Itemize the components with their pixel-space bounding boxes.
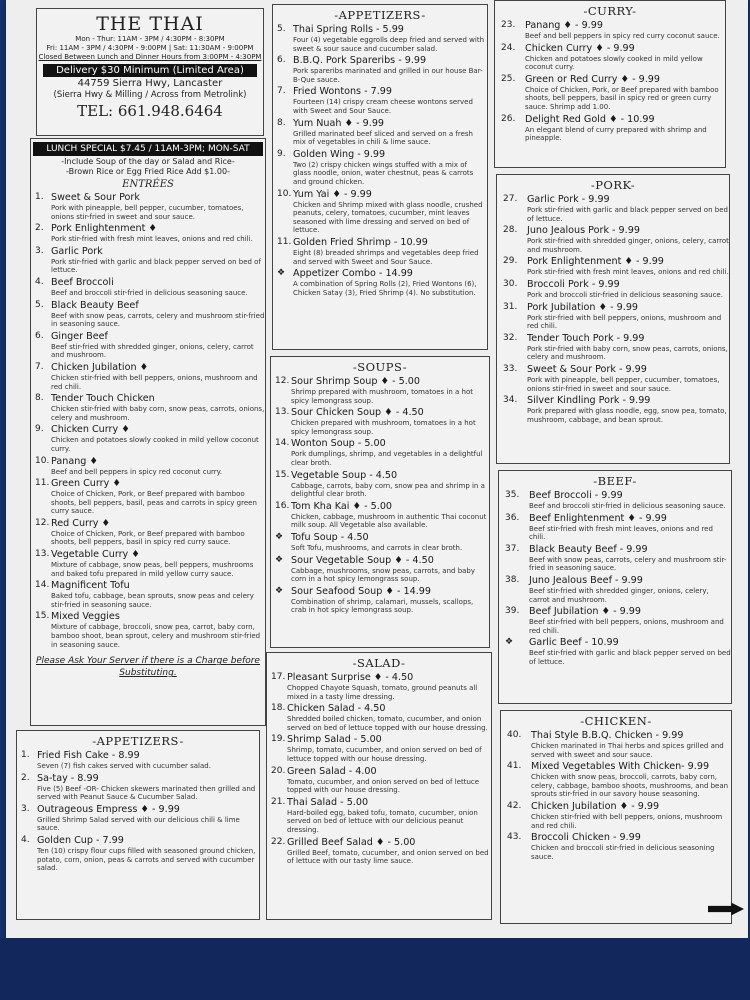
menu-item-description: Chicken, cabbage, mushroom in authentic Thai coconut milk soup. All Vegetable also available.: [291, 512, 487, 530]
menu-item-name: Green Curry ♦: [51, 478, 121, 490]
menu-item-number: 42.: [507, 800, 522, 811]
menu-item-description: Pork stir-fried with fresh mint leaves, onions and red chili.: [527, 268, 729, 277]
menu-item-description: A combination of Spring Rolls (2), Fried Wontons (6), Chicken Satay (3), Fried Shrimp (4). No substitution.: [293, 280, 477, 297]
menu-item: [17, 804, 259, 833]
menu-item: [17, 835, 259, 873]
menu-item-name: Silver Kindling Pork - 9.99: [527, 395, 651, 407]
menu-item-name: Pleasant Surprise ♦ - 4.50: [287, 672, 414, 683]
next-page-arrow-icon: [708, 902, 744, 916]
menu-item-number: 11.: [35, 478, 50, 489]
menu-item-number: 23.: [501, 20, 516, 30]
lunch-banner: LUNCH SPECIAL $7.45 / 11AM-3PM; MON-SAT: [33, 142, 263, 156]
menu-item-name: Mixed Veggies: [51, 611, 120, 623]
menu-item: [31, 393, 265, 422]
menu-item-name: Panang ♦ - 9.99: [525, 20, 603, 31]
menu-item-description: Chicken and Shrimp mixed with glass noodle, crushed peanuts, celery, tomatoes, cucumber, mint leaves seasoned with lime dressing and served on bed of lettuce.: [293, 200, 483, 235]
beef-list: [499, 490, 731, 667]
menu-item-number: 33.: [503, 363, 518, 374]
menu-item: [273, 149, 487, 187]
menu-item-description: Chicken and potatoes slowly cooked in mild yellow coconut curry.: [51, 436, 259, 453]
menu-item-name: Red Curry ♦: [51, 517, 111, 529]
menu-item: [495, 43, 725, 72]
menu-item-number: 15.: [35, 611, 50, 622]
menu-item: [271, 470, 489, 499]
menu-item: [267, 837, 491, 866]
menu-item-name: Fried Fish Cake - 8.99: [37, 750, 140, 761]
substitution-note: Please Ask Your Server if there is a Charge before Substituting.: [36, 656, 260, 679]
menu-item-name: Sweet & Sour Pork - 9.99: [527, 363, 647, 375]
menu-item: [271, 407, 489, 436]
menu-item-description: Ten (10) crispy flour cups filled with seasoned ground chicken, potato, corn, onion, peas & carrots and served with cucumber salad.: [37, 846, 256, 873]
menu-item-description: Five (5) Beef -OR- Chicken skewers marinated then grilled and served with Peanut Sauce & Cucumber Salad.: [37, 784, 256, 802]
menu-item-name: Golden Cup - 7.99: [37, 834, 124, 846]
menu-item-description: Beef and broccoli stir-fried in delicious seasoning sauce.: [529, 502, 726, 510]
menu-item-number: 14.: [275, 438, 290, 449]
menu-item-number: 6.: [35, 330, 44, 341]
menu-item-description: Beef with snow peas, carrots, celery and mushroom stir-fried in seasoning sauce.: [529, 555, 727, 573]
menu-item-name: Golden Fried Shrimp - 10.99: [293, 236, 428, 248]
menu-item-number: 28.: [503, 225, 518, 236]
menu-item: [17, 773, 259, 802]
menu-item: [31, 478, 265, 516]
menu-item-number: 41.: [507, 761, 522, 772]
menu-item: [501, 730, 731, 759]
menu-item-name: Sweet & Sour Pork: [51, 192, 140, 203]
menu-item-description: Two (2) crispy chicken wings stuffed with a mix of glass noodle, onion, water chestnut, peas & carrots and ground chicken.: [293, 160, 474, 186]
menu-item: [31, 192, 265, 221]
menu-item-description: Chicken and potatoes slowly cooked in mild yellow coconut curry.: [525, 54, 703, 72]
appetizers-title: -APPETIZERS-: [334, 8, 426, 22]
menu-item-name: B.B.Q. Pork Spareribs - 9.99: [293, 55, 427, 67]
menu-item-number: 5.: [35, 299, 44, 310]
menu-item: [497, 225, 729, 254]
menu-item-name: Sour Shrimp Soup ♦ - 5.00: [291, 376, 421, 387]
menu-item-number: 35.: [505, 490, 520, 500]
menu-item: [31, 424, 265, 453]
menu-item-number: 8.: [277, 117, 286, 128]
soups-list: [271, 376, 489, 615]
menu-item: [497, 194, 729, 223]
menu-item: [271, 586, 489, 615]
menu-item: [501, 801, 731, 830]
menu-item-description: Pork stir-fried with baby corn, snow peas, carrots, onions, celery and mushroom.: [527, 344, 728, 362]
menu-item: [31, 300, 265, 329]
lunch-note-rice: -Brown Rice or Egg Fried Rice Add $1.00-: [66, 167, 230, 176]
menu-item-number: 8.: [35, 393, 44, 404]
salad-section: [266, 652, 492, 920]
menu-item-description: Pork and broccoli stir-fried in delicious seasoning sauce.: [527, 290, 723, 299]
hours-closed: Closed Between Lunch and Dinner Hours from 3:00PM - 4:30PM: [38, 53, 262, 61]
appetizers-left-title: -APPETIZERS-: [92, 734, 184, 748]
menu-item-description: Baked tofu, cabbage, bean sprouts, snow peas and celery stir-fried in seasoning sauce.: [51, 592, 254, 609]
menu-item-description: Beef and broccoli stir-fried in delicious seasoning sauce.: [51, 288, 248, 297]
menu-item-description: Cabbage, mushrooms, snow peas, carrots, and baby corn in a hot spicy lemongrass soup.: [291, 566, 476, 584]
menu-item: [31, 331, 265, 360]
menu-item-description: Beef and bell peppers in spicy red coconut curry.: [51, 467, 223, 476]
chicken-list: [501, 730, 731, 861]
menu-item: [497, 395, 729, 424]
menu-item-name: Thai Spring Rolls - 5.99: [293, 24, 404, 35]
menu-item-name: Broccoli Pork - 9.99: [527, 278, 620, 290]
menu-item: [271, 555, 489, 584]
menu-item: [273, 55, 487, 84]
menu-item-number: 4.: [35, 276, 44, 287]
menu-item-number: 9.: [35, 424, 44, 435]
menu-item: [31, 549, 265, 578]
delivery-banner: Delivery $30 Minimum (Limited Area): [43, 64, 257, 77]
menu-item: [499, 544, 731, 573]
menu-item: [31, 611, 265, 649]
menu-item-name: Beef Enlightenment ♦ - 9.99: [529, 512, 667, 524]
menu-item-number: ❖: [275, 585, 284, 596]
menu-item-name: Vegetable Curry ♦: [51, 549, 140, 561]
menu-item-number: 31.: [503, 301, 518, 312]
menu-item-number: 18.: [271, 703, 286, 714]
menu-item: [31, 223, 265, 244]
menu-item-number: 2.: [21, 772, 30, 783]
menu-item-name: Yum Yai ♦ - 9.99: [293, 188, 372, 200]
menu-item-description: Pork stir-fried with fresh mint leaves, onions and red chili.: [51, 235, 253, 244]
menu-item-number: 37.: [505, 543, 520, 554]
menu-item-name: Black Beauty Beef - 9.99: [529, 543, 648, 555]
menu-item-description: Pork stir-fried with bell peppers, onions, mushroom and red chili.: [527, 313, 722, 331]
menu-item-name: Chicken Curry ♦: [51, 424, 130, 436]
menu-item-number: 22.: [271, 836, 286, 847]
menu-item-name: Beef Broccoli: [51, 276, 114, 288]
menu-item-name: Sour Seafood Soup ♦ - 14.99: [291, 585, 431, 597]
menu-item-number: 38.: [505, 574, 520, 585]
menu-item-number: 25.: [501, 73, 516, 84]
menu-item-number: 3.: [21, 803, 30, 814]
menu-item-description: Pork with pineapple, bell pepper, cucumber, tomatoes, onions stir-fried in sweet and sour sauce.: [51, 204, 244, 221]
menu-item-number: 17.: [271, 672, 286, 682]
curry-section: [494, 0, 726, 168]
menu-item-number: 29.: [503, 256, 518, 267]
menu-item-name: Green or Red Curry ♦ - 9.99: [525, 73, 660, 85]
menu-item-name: Sa-tay - 8.99: [37, 772, 99, 784]
menu-item: [267, 703, 491, 732]
menu-item-number: 2.: [35, 223, 44, 234]
menu-item: [495, 114, 725, 143]
menu-item-description: Beef stir-fried with fresh mint leaves, onions and red chili.: [529, 524, 713, 542]
menu-item-number: ❖: [277, 268, 286, 279]
menu-item-name: Outrageous Empress ♦ - 9.99: [37, 803, 180, 815]
menu-item-number: 4.: [21, 834, 30, 845]
menu-item-description: Beef and bell peppers in spicy red curry coconut sauce.: [525, 32, 720, 40]
menu-item-number: 13.: [35, 549, 50, 560]
appetizers-section: [272, 4, 488, 350]
menu-item-name: Juno Jealous Pork - 9.99: [527, 225, 640, 237]
menu-item-description: Beef stir-fried with bell peppers, onions, mushroom and red chili.: [529, 618, 724, 635]
hours-fri-sat: Fri: 11AM - 3PM / 4:30PM - 9:00PM | Sat: 11:30AM - 9:00PM: [46, 44, 254, 52]
menu-item-description: Pork dumplings, shrimp, and vegetables in a delightful clear broth.: [291, 450, 483, 467]
hours-weekday: Mon - Thur: 11AM - 3PM / 4:30PM - 8:30PM: [75, 35, 225, 43]
menu-item-name: Panang ♦: [51, 455, 99, 467]
directions: (Sierra Hwy & Milling / Across from Metrolink): [53, 90, 247, 100]
menu-item-description: Pork stir-fried with shredded ginger, onions, celery, carrot and mushroom.: [527, 237, 729, 254]
menu-item-name: Pork Jubilation ♦ - 9.99: [527, 301, 639, 313]
menu-item: [499, 513, 731, 542]
menu-item: [495, 20, 725, 41]
menu-item-name: Beef Broccoli - 9.99: [529, 490, 623, 501]
menu-item-name: Broccoli Chicken - 9.99: [531, 832, 641, 844]
menu-item-number: 16.: [275, 500, 290, 511]
menu-item-number: 10.: [277, 188, 292, 199]
menu-item-number: 26.: [501, 113, 516, 124]
menu-item-number: 13.: [275, 407, 290, 418]
menu-item-description: An elegant blend of curry prepared with shrimp and pineapple.: [525, 125, 707, 143]
salad-list: [267, 672, 491, 866]
menu-item-description: Shredded boiled chicken, tomato, cucumber, and onion served on bed of lettuce topped with our house dressing.: [287, 715, 488, 732]
lunch-special-section: [30, 138, 266, 726]
menu-item: [501, 832, 731, 861]
menu-item-number: 32.: [503, 332, 518, 343]
menu-item-name: Ginger Beef: [51, 330, 108, 342]
menu-item-number: 12.: [275, 376, 290, 386]
chicken-title: -CHICKEN-: [580, 714, 652, 728]
menu-item-description: Grilled Shrimp Salad served with our delicious chili & lime sauce.: [37, 815, 240, 833]
menu-item-name: Pork Enlightenment ♦ - 9.99: [527, 256, 664, 268]
menu-item-name: Magnificent Tofu: [51, 580, 130, 592]
menu-item-number: 21.: [271, 796, 286, 807]
menu-item-description: Cabbage, carrots, baby corn, snow pea and shrimp in a delightful clear broth.: [291, 481, 485, 499]
menu-item-name: Tender Touch Pork - 9.99: [527, 332, 645, 344]
menu-item: [267, 672, 491, 701]
menu-item-description: Chicken stir-fried with bell peppers, onions, mushroom and red chili.: [531, 812, 723, 830]
menu-item-description: Chicken and broccoli stir-fried in delicious seasoning sauce.: [531, 844, 715, 861]
menu-item-number: 6.: [277, 55, 286, 66]
menu-item-name: Golden Wing - 9.99: [293, 148, 386, 160]
pork-list: [497, 194, 729, 424]
menu-item: [31, 277, 265, 298]
menu-item-description: Choice of Chicken, Pork, or Beef prepared with bamboo shoots, bell peppers, basil in spicy red or green curry sauce. Shrimp add 1.00.: [525, 85, 719, 111]
menu-item-description: Chicken marinated in Thai herbs and spices grilled and served with sweet and sour sauce.: [531, 742, 724, 759]
menu-item-number: 7.: [277, 86, 286, 97]
menu-item-description: Mixture of cabbage, broccoli, snow pea, carrot, baby corn, bamboo shoot, bean sprout, celery and mushroom stir-fried in seasoning sauce.: [51, 623, 261, 649]
menu-item-name: Sour Vegetable Soup ♦ - 4.50: [291, 554, 434, 566]
entrees-title: ENTRÉES: [122, 179, 174, 190]
menu-item: [31, 246, 265, 275]
menu-item-number: ❖: [275, 554, 284, 565]
menu-item-name: Tofu Soup - 4.50: [291, 531, 369, 543]
menu-item-number: 30.: [503, 278, 518, 289]
menu-item: [271, 532, 489, 553]
menu-item: [31, 456, 265, 477]
menu-item-number: 34.: [503, 395, 518, 406]
menu-item-description: Shrimp prepared with mushroom, tomatoes in a hot spicy lemongrass soup.: [291, 388, 473, 405]
menu-item-description: Tomato, cucumber, and onion served on bed of lettuce topped with our house dressing.: [287, 777, 480, 795]
menu-item-description: Beef stir-fried with garlic and black pepper served on bed of lettuce.: [529, 649, 731, 666]
menu-item-name: Mixed Vegetables With Chicken- 9.99: [531, 761, 710, 773]
menu-item-name: Thai Style B.B.Q. Chicken - 9.99: [531, 730, 684, 741]
menu-item-name: Chicken Salad - 4.50: [287, 703, 386, 715]
menu-item-number: 27.: [503, 194, 518, 204]
menu-item-description: Soft Tofu, mushrooms, and carrots in clear broth.: [291, 543, 463, 552]
menu-item: [31, 362, 265, 391]
menu-item-description: Chicken stir-fried with baby corn, snow peas, carrots, onions, celery and mushroom.: [51, 405, 265, 422]
menu-item-name: Garlic Pork - 9.99: [527, 194, 610, 205]
menu-item: [499, 575, 731, 604]
menu-item: [273, 24, 487, 53]
restaurant-name: THE THAI: [96, 13, 204, 35]
menu-item: [273, 268, 487, 297]
menu-item: [499, 490, 731, 511]
menu-item-description: Beef stir-fried with shredded ginger, onions, celery, carrot and mushroom.: [51, 342, 254, 360]
appetizers-left-list: [17, 750, 259, 873]
menu-item: [273, 189, 487, 235]
menu-item-number: ❖: [505, 637, 514, 648]
phone-number: TEL: 661.948.6464: [77, 102, 223, 120]
menu-item-name: Chicken Jubilation ♦ - 9.99: [531, 800, 660, 812]
menu-item-name: Garlic Beef - 10.99: [529, 637, 619, 649]
menu-item-description: Combination of shrimp, calamari, mussels, scallops, crab in hot spicy lemongrass soup.: [291, 597, 474, 615]
menu-item: [499, 637, 731, 666]
menu-item-number: ❖: [275, 531, 284, 542]
menu-item-name: Pork Enlightenment ♦: [51, 223, 157, 235]
menu-item: [271, 438, 489, 467]
menu-item-name: Green Salad - 4.00: [287, 765, 377, 777]
menu-item: [497, 302, 729, 331]
menu-item-number: 1.: [35, 192, 44, 202]
menu-item-number: 12.: [35, 517, 50, 528]
curry-title: -CURRY-: [583, 4, 637, 18]
menu-item-description: Chicken with snow peas, broccoli, carrots, baby corn, celery, cabbage, bamboo shoots, mushrooms, and bean sprouts stir-fried in our savory house seasoning.: [531, 773, 729, 799]
menu-item: [17, 750, 259, 771]
menu-item-number: 1.: [21, 750, 30, 760]
appetizers-list: [273, 24, 487, 297]
menu-item: [267, 797, 491, 835]
menu-item-description: Grilled marinated beef sliced and served on a fresh mix of vegetables in chili & lime sauce.: [293, 129, 473, 147]
soups-section: [270, 356, 490, 648]
menu-item-description: Pork spareribs marinated and grilled in our house Bar-B-Que sauce.: [293, 67, 483, 84]
menu-item-description: Chopped Chayote Squash, tomato, ground peanuts all mixed in a tasty lime dressing.: [287, 684, 478, 701]
menu-item-description: Four (4) vegetable eggrolls deep fried and served with sweet & sour sauce and cucumber salad.: [293, 36, 485, 53]
menu-item: [495, 74, 725, 112]
menu-item-number: 39.: [505, 606, 520, 617]
menu-item: [497, 364, 729, 393]
menu-item-description: Chicken stir-fried with bell peppers, onions, mushroom and red chili.: [51, 373, 258, 391]
menu-item-name: Chicken Curry ♦ - 9.99: [525, 42, 635, 54]
menu-item-name: Thai Salad - 5.00: [287, 796, 369, 808]
menu-item-description: Fourteen (14) crispy cream cheese wontons served with Sweet and Sour Sauce.: [293, 98, 473, 115]
menu-item-name: Wonton Soup - 5.00: [291, 438, 386, 450]
menu-item-number: 24.: [501, 42, 516, 53]
menu-item-number: 14.: [35, 580, 50, 591]
menu-item-name: Fried Wontons - 7.99: [293, 86, 392, 98]
menu-item-number: 40.: [507, 730, 522, 740]
menu-item-description: Seven (7) fish cakes served with cucumber salad.: [37, 762, 211, 770]
menu-item: [501, 761, 731, 799]
menu-item-number: 20.: [271, 765, 286, 776]
menu-item-description: Choice of Chicken, Pork, or Beef prepared with bamboo shoots, bell peppers, basil, peas and carrots in spicy green curry sauce.: [51, 490, 257, 516]
menu-item-description: Pork prepared with glass noodle, egg, snow pea, tomato, mushroom, cabbage, and bean sprout.: [527, 407, 727, 424]
menu-item-name: Vegetable Soup - 4.50: [291, 469, 398, 481]
menu-item-name: Black Beauty Beef: [51, 299, 139, 311]
chicken-section: [500, 710, 732, 924]
menu-item: [31, 518, 265, 547]
menu-item: [31, 580, 265, 609]
pork-title: -PORK-: [590, 178, 636, 192]
menu-item-number: 15.: [275, 469, 290, 480]
menu-item-number: 7.: [35, 361, 44, 372]
menu-item-number: 5.: [277, 24, 286, 34]
menu-item-name: Garlic Pork: [51, 245, 103, 257]
address: 44759 Sierra Hwy, Lancaster: [77, 78, 223, 89]
menu-item: [273, 86, 487, 115]
menu-item: [497, 333, 729, 362]
table-surface: [0, 938, 750, 1000]
menu-item: [499, 606, 731, 635]
restaurant-header: [36, 8, 264, 136]
menu-item-name: Delight Red Gold ♦ - 10.99: [525, 113, 655, 125]
menu-item-name: Tom Kha Kai ♦ - 5.00: [291, 500, 393, 512]
menu-item-name: Tender Touch Chicken: [51, 393, 155, 405]
menu-item-description: Chicken prepared with mushroom, tomatoes in a hot spicy lemongrass soup.: [291, 419, 476, 436]
menu-item-name: Appetizer Combo - 14.99: [293, 268, 413, 280]
soups-title: -SOUPS-: [352, 360, 408, 374]
menu-item: [497, 256, 729, 277]
menu-item-number: 3.: [35, 245, 44, 256]
menu-item-description: Shrimp, tomato, cucumber, and onion served on bed of lettuce topped with our house dressing.: [287, 746, 482, 763]
menu-item-number: 10.: [35, 455, 50, 466]
pork-section: [496, 174, 730, 464]
menu-item: [271, 376, 489, 405]
curry-list: [495, 20, 725, 143]
menu-item-number: 11.: [277, 236, 292, 247]
menu-item-number: 36.: [505, 512, 520, 523]
salad-title: -SALAD-: [352, 656, 406, 670]
menu-item-name: Beef Jubilation ♦ - 9.99: [529, 606, 641, 618]
beef-section: [498, 470, 732, 704]
lunch-note-soup: -Include Soup of the day or Salad and Rice-: [61, 157, 235, 166]
appetizers-left-section: [16, 730, 260, 920]
menu-item-name: Sour Chicken Soup ♦ - 4.50: [291, 407, 424, 419]
menu-item: [267, 734, 491, 763]
menu-item-description: Grilled Beef, tomato, cucumber, and onion served on bed of lettuce with our tasty lime sauce.: [287, 848, 489, 866]
menu-item: [497, 279, 729, 300]
beef-title: -BEEF-: [593, 474, 637, 488]
menu-item-name: Grilled Beef Salad ♦ - 5.00: [287, 836, 416, 848]
menu-item-name: Chicken Jubilation ♦: [51, 361, 149, 373]
menu-item-name: Shrimp Salad - 5.00: [287, 734, 382, 746]
menu-item-description: Beef stir-fried with shredded ginger, onions, celery, carrot and mushroom.: [529, 586, 709, 604]
menu-item-description: Eight (8) breaded shrimps and vegetables deep fried and served with Sweet and Sour Sauce.: [293, 248, 479, 266]
menu-item: [273, 118, 487, 147]
menu-item-name: Yum Nuah ♦ - 9.99: [293, 117, 385, 129]
menu-item: [267, 766, 491, 795]
menu-item-description: Hard-boiled egg, baked tofu, tomato, cucumber, onion served on bed of lettuce with our delicious peanut dressing.: [287, 808, 478, 834]
menu-item-number: 43.: [507, 832, 522, 843]
menu-item-number: 19.: [271, 734, 286, 745]
menu-item-description: Beef with snow peas, carrots, celery and mushroom stir-fried in seasoning sauce.: [51, 311, 265, 329]
menu-item: [273, 237, 487, 266]
menu-item-number: 9.: [277, 148, 286, 159]
menu-item-description: Mixture of cabbage, snow peas, bell peppers, mushrooms and baked tofu prepared in mild yellow curry sauce.: [51, 561, 254, 578]
menu-item-description: Pork stir-fried with garlic and black pepper served on bed of lettuce.: [51, 257, 261, 275]
menu-item-description: Choice of Chicken, Pork, or Beef prepared with bamboo shoots, bell peppers, basil in spicy red curry sauce.: [51, 529, 245, 547]
lunch-item-list: [31, 192, 265, 649]
menu-item: [271, 501, 489, 530]
menu-item-description: Pork stir-fried with garlic and black pepper served on bed of lettuce.: [527, 206, 728, 223]
menu-item-description: Pork with pineapple, bell pepper, cucumber, tomatoes, onions stir-fried in sweet and sour sauce.: [527, 375, 720, 393]
menu-item-name: Juno Jealous Beef - 9.99: [529, 574, 643, 586]
